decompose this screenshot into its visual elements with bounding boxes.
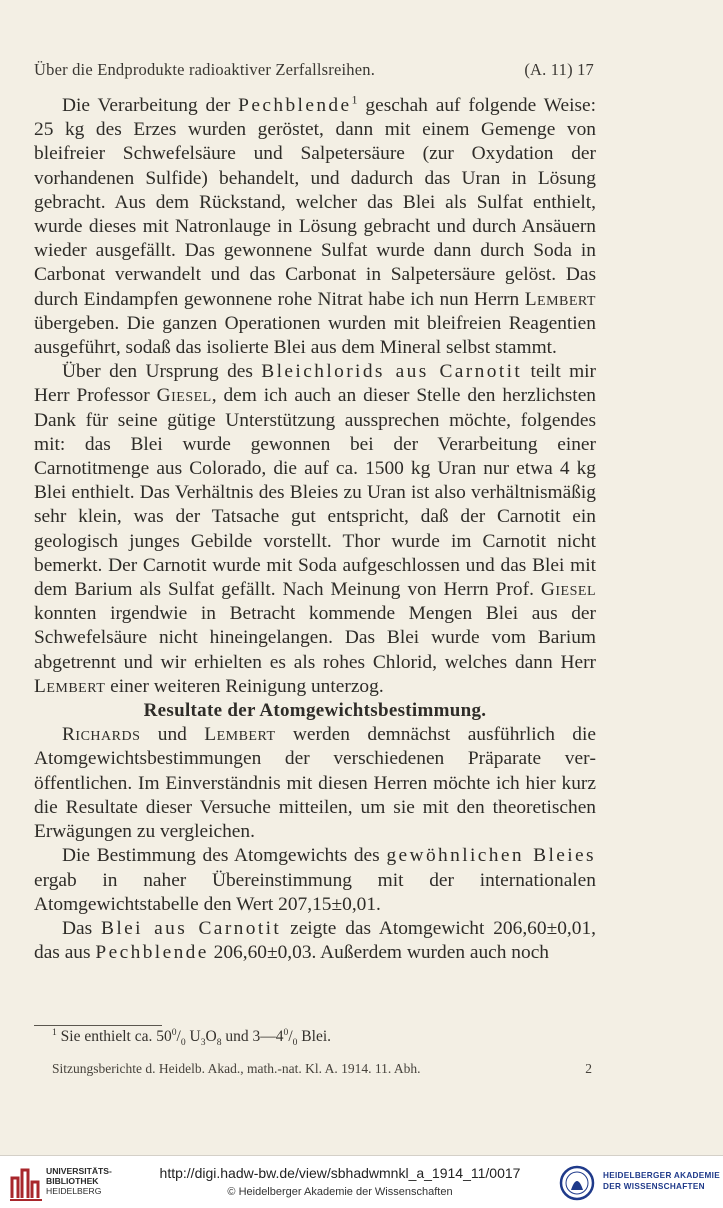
page-number: (A. 11) 17 [524, 60, 594, 79]
permalink-url[interactable]: http://digi.hadw-bw.de/view/sbhadwmnkl_a_1914_11/0017 [159, 1165, 521, 1181]
running-title: Über die Endprodukte radioaktiver Zerfallsreihen. [34, 60, 376, 79]
academy-name: HEIDELBERGER AKADEMIE DER WISSENSCHAFTEN [603, 1171, 720, 1191]
academy-seal-icon[interactable] [559, 1164, 595, 1202]
footnote-ref: 1 [351, 92, 358, 107]
sheet-number: 2 [585, 1061, 592, 1076]
paragraph-1: Die Verarbeitung der Pechblende$^1$ geschah auf folgende Weise: 25 kg des Erzes wurden geröstet, dann mit einem Gemenge von bleifreier Schwefelsäure und Salpetersäure (zur Oxydation der vorhandenen Sulfide) behandelt, und dadurch das Uran in Lösung gebracht. Aus dem Rückstand, welcher das Blei als Sulfat enthielt, wurde dieses mit Natronlauge in Lösung gebracht und durch Ansäuern wieder ausgefällt. Das gewonnene Sulfat wurde dann durch Soda in Carbonat verwandelt und das Carbonat in Salpetersäure gelöst. Das durch Eindampfen gewonnene rohe Nitrat habe ich nun Herrn Lembert übergeben. Die ganzen Operationen wurden mit bleifreien Reagentien ausgeführt, sodaß das isolierte Blei aus dem Mineral selbst stammt. [34, 92, 597, 359]
viewer-footer-bar [0, 1155, 723, 1208]
page-footer [52, 1061, 592, 1077]
footnote-rule [34, 1025, 162, 1026]
university-library-logo-icon[interactable] [8, 1164, 44, 1202]
section-heading: Resultate der Atomgewichtsbestimmung. [143, 700, 487, 722]
running-header [34, 60, 594, 80]
copyright-notice: © Heidelberger Akademie der Wissenschaften [227, 1186, 453, 1198]
paragraph-2: Über den Ursprung des Bleichlorids aus Carnotit teilt mir Herr Professor Giesel, dem ich auch an dieser Stelle den herzlichsten Dank für seine gütige Unterstützung aussprechen möchte, folgendes mit: das Blei wurde gewonnen bei der Verarbeitung einer Carnotitmenge aus Colorado, die auf ca. 1500 kg Uran nur etwa 4 kg Blei enthielt. Das Verhältnis des Bleies zu Uran ist also verhältnismäßig sehr klein, was der Tatsache gut entspricht, daß der Carnotit ein geologisch junges Gebilde vorstellt. Thor wurde im Carnotit nicht bemerkt. Der Carnotit wurde mit Soda aufgeschlossen und das Blei mit dem Barium als Sulfat gefällt. Nach Meinung von Herrn Prof. Giesel konnten irgendwie in Betracht kommende Mengen Blei aus der Schwefelsäure nicht hineingelangen. Das Blei wurde vom Barium abgetrennt und wir erhielten es als rohes Chlorid, welches dann Herr Lembert einer weiteren Reinigung unterzog. [34, 361, 597, 697]
paragraph-5: Das Blei aus Carnotit zeigte das Atomgewicht 206,60±0,01, das aus Pechblende 206,60±0,03. Außerdem wurden auch noch [34, 917, 596, 964]
paragraph-4: Die Bestimmung des Atomgewichts des gewöhnlichen Bleies ergab in naher Übereinstimmung mit der internationalen Atomgewichtstabelle den Wert 207,15±0,01. [34, 845, 596, 915]
body-text [34, 94, 596, 965]
footnote: $^1$ Sie enthielt ca. $50^0/_0$ $U_3O_8$ und $3—4^0/_0$ Blei. [52, 1026, 332, 1049]
journal-citation: Sitzungsberichte d. Heidelb. Akad., math.-nat. Kl. A. 1914. 11. Abh. [52, 1061, 421, 1076]
paragraph-3: Richards und Lembert werden demnächst ausführlich die Atomgewichtsbestimmungen der verschiedenen Präparate veröffentlichen. Im Einverständnis mit diesen Herren möchte ich hier kurz die Resultate dieser Versuche mitteilen, um sie mit den theoretischen Erwägungen zu vergleichen. [34, 724, 596, 843]
university-library-name: UNIVERSITÄTS- BIBLIOTHEK HEIDELBERG [46, 1166, 112, 1196]
